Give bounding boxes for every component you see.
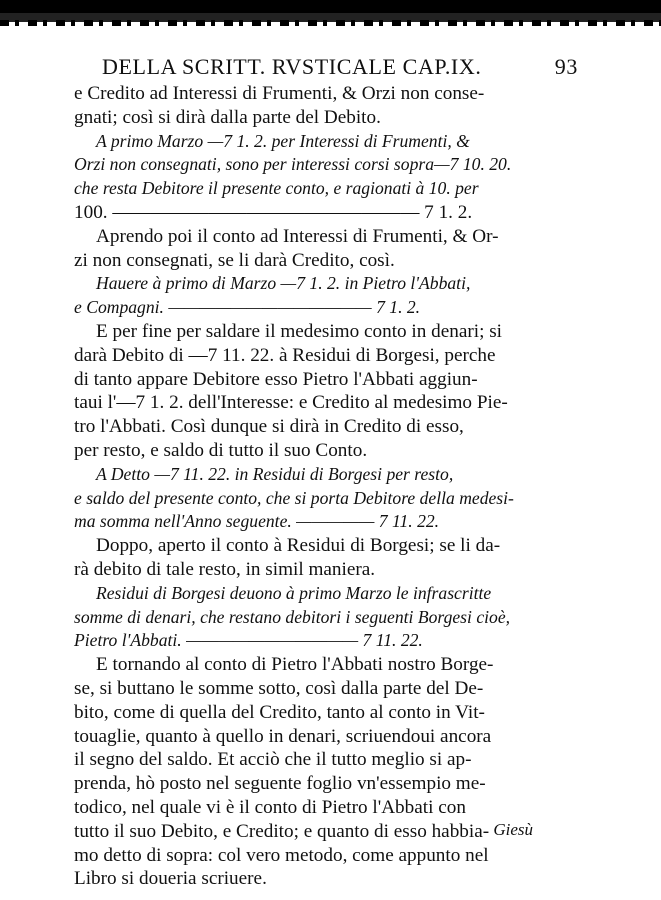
text-line: se, si buttano le somme sotto, così dalla parte del De- [74,677,484,699]
text-line: gnati; così si dirà dalla parte del Debito. [74,106,381,128]
text-line: E per fine per saldare il medesimo conto in denari; si [96,320,503,342]
text-line: prenda, hò posto nel seguente foglio vn'essempio me- [74,773,486,795]
text-line: mo detto di sopra: col vero metodo, come appunto nel [74,844,489,866]
text-line: e Compagni. ————————————— 7 1. 2. [74,297,421,318]
page-top-edge [0,0,661,22]
text-line: taui l'—7 1. 2. dell'Interesse: e Credito al medesimo Pie- [74,392,508,414]
body-text [74,82,554,891]
catchword: Giesù [493,820,533,839]
text-line: rà debito di tale resto, in simil maniera. [74,558,376,580]
text-line: e Credito ad Interessi di Frumenti, & Orzi non conse- [74,83,485,104]
text-line: Doppo, aperto il conto à Residui di Borgesi; se li da- [96,535,501,557]
text-line: Aprendo poi il conto ad Interessi di Frumenti, & Or- [96,225,499,247]
text-line: todico, nel quale vi è il conto di Pietro l'Abbati con [74,796,466,818]
text-line: per resto, e saldo di tutto il suo Conto. [74,439,368,461]
text-line: E tornando al conto di Pietro l'Abbati nostro Borge- [96,654,494,676]
text-line: Orzi non consegnati, sono per interessi corsi sopra—7 10. 20. [74,154,512,175]
text-line: Residui di Borgesi deuono à primo Marzo le infrascritte [96,582,492,603]
text-line: che resta Debitore il presente conto, e ragionati à 10. per [74,178,479,199]
text-line: touaglie, quanto à quello in denari, scriuendoui ancora [74,725,492,747]
text-line: ma somma nell'Anno seguente. ————— 7 11. 22. [74,511,440,532]
running-head [74,52,578,82]
text-line: e saldo del presente conto, che si porta Debitore della medesi- [74,487,514,508]
text-line: tutto il suo Debito, e Credito; e quanto di esso habbia- [74,820,490,842]
text-line: Pietro l'Abbati. ——————————— 7 11. 22. [74,630,423,651]
text-line: A Detto —7 11. 22. in Residui di Borgesi per resto, [96,463,454,484]
text-line: zi non consegnati, se li darà Credito, così. [74,249,395,271]
text-line: A primo Marzo —7 1. 2. per Interessi di Frumenti, & [96,130,470,151]
text-line: 100. ———————————————— 7 1. 2. [74,201,473,223]
text-line: il segno del saldo. Et acciò che il tutto meglio si ap- [74,749,472,771]
book-page [74,52,578,891]
text-line: Hauere à primo di Marzo —7 1. 2. in Pietro l'Abbati, [96,273,471,294]
text-line: darà Debito di —7 11. 22. à Residui di Borgesi, perche [74,344,496,366]
page-number: 93 [554,54,578,79]
running-title: DELLA SCRITT. RVSTICALE CAP.IX. [102,54,482,79]
text-line: somme di denari, che restano debitori i seguenti Borgesi cioè, [74,606,511,627]
text-line: bito, come di quella del Credito, tanto al conto in Vit- [74,701,485,723]
text-line: di tanto appare Debitore esso Pietro l'Abbati aggiun- [74,368,478,390]
text-line: Libro si doueria scriuere. [74,868,267,890]
text-line: tro l'Abbati. Così dunque si dirà in Credito di esso, [74,416,464,438]
